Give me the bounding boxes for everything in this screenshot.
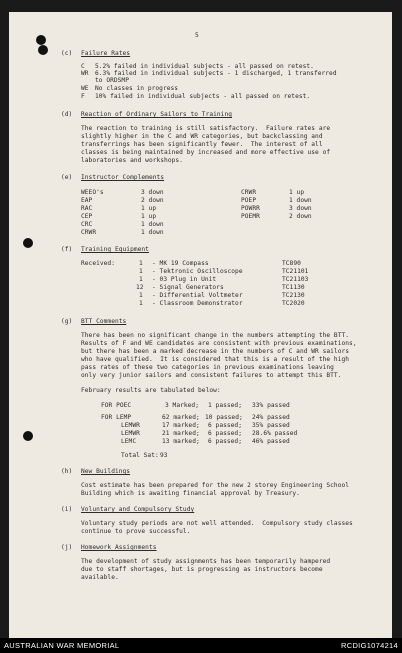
result-label: FOR POEC — [101, 402, 132, 409]
footer-record-id: RCDIG1074214 — [341, 641, 398, 650]
result-passed: 10 passed; — [205, 414, 243, 421]
equipment-name: - Tektronic Oscilloscope — [152, 268, 243, 275]
section-title: Reaction of Ordinary Sailors to Training — [81, 111, 233, 118]
section-title: Failure Rates — [81, 50, 131, 57]
equipment-name: - MK 19 Compass — [152, 260, 209, 267]
complement-rank: EAP — [81, 197, 93, 204]
complement-rank: POEP — [241, 197, 257, 204]
line-code: C — [81, 63, 85, 70]
equipment-code: TC2130 — [282, 292, 305, 299]
complement-rank: POWRR — [241, 205, 260, 212]
complement-rank: CRWR — [241, 189, 257, 196]
total-value: 93 — [160, 452, 168, 459]
complement-value: 1 up — [141, 213, 157, 220]
paragraph-line: continue to prove successful. — [81, 528, 191, 535]
complement-rank: CRWR — [81, 229, 97, 236]
result-passed: 6 passed; — [208, 422, 242, 429]
paragraph-line: Cost estimate has been prepared for the new 2 storey Engineering School — [81, 482, 350, 489]
section-label: (f) — [61, 246, 73, 253]
paragraph-line: classes is being maintained by increased and more effective use of — [81, 149, 331, 156]
punch-hole — [23, 431, 33, 441]
result-percent: 24% passed — [252, 414, 290, 421]
paragraph-line: There has been no significant change in the numbers attempting the BTT. — [81, 332, 350, 339]
archive-footer — [0, 638, 402, 653]
equipment-qty: 1 — [139, 276, 143, 283]
section-label: (i) — [61, 506, 73, 513]
complement-value: 3 down — [141, 189, 164, 196]
result-marked: 17 marked; — [162, 422, 200, 429]
result-passed: 6 passed; — [208, 430, 242, 437]
paragraph-line: Results of F and WE candidates are consistent with previous examinations, — [81, 340, 357, 347]
section-label: (h) — [61, 468, 73, 475]
section-label: (d) — [61, 111, 73, 118]
complement-rank: CEP — [81, 213, 93, 220]
paragraph-line: Voluntary study periods are not well attended. Compulsory study classes — [81, 520, 353, 527]
result-marked: 13 marked; — [162, 438, 200, 445]
section-label: (e) — [61, 174, 73, 181]
equipment-code: TC21103 — [282, 276, 309, 283]
received-label: Received: — [81, 260, 115, 267]
complement-rank: WEEO's — [81, 189, 104, 196]
paragraph-line: available. — [81, 574, 119, 581]
line-text: No classes in progress — [95, 85, 179, 92]
paragraph-line: laboratories and workshops. — [81, 157, 183, 164]
equipment-qty: 1 — [139, 300, 143, 307]
paragraph-line: Building which is awaiting financial approval by Treasury. — [81, 490, 300, 497]
footer-institution: AUSTRALIAN WAR MEMORIAL — [4, 641, 120, 650]
equipment-name: - 03 Plug in Unit — [152, 276, 217, 283]
line-text: 5.2% failed in individual subjects - all passed on retest. — [95, 63, 314, 70]
complement-value: 3 down — [289, 205, 312, 212]
complement-value: 1 up — [141, 205, 157, 212]
punch-hole — [38, 45, 48, 55]
result-marked: 21 marked; — [162, 430, 200, 437]
section-title: BTT Comments — [81, 318, 127, 325]
complement-value: 2 down — [141, 197, 164, 204]
result-marked: 3 Marked; — [165, 402, 199, 409]
equipment-name: - Classroom Demonstrator — [152, 300, 243, 307]
result-percent: 46% passed — [252, 438, 290, 445]
complement-value: 1 down — [141, 229, 164, 236]
equipment-qty: 1 — [139, 260, 143, 267]
result-percent: 35% passed — [252, 422, 290, 429]
complement-rank: POEMR — [241, 213, 260, 220]
complement-value: 2 down — [289, 213, 312, 220]
equipment-name: - Differential Voltmeter — [152, 292, 243, 299]
equipment-qty: 1 — [139, 268, 143, 275]
paragraph-line: transferrings has been significantly fewer. The interest of all — [81, 141, 323, 148]
line-text: to ORDSMP — [95, 77, 129, 84]
equipment-code: TC2020 — [282, 300, 305, 307]
paragraph-line: only very junior sailors and consistent failures to attempt this BTT. — [81, 372, 342, 379]
result-marked: 62 marked; — [162, 414, 200, 421]
line-text: 6.3% failed in individual subjects - 1 discharged, 1 transferred — [95, 70, 337, 77]
section-label: (g) — [61, 318, 73, 325]
punch-hole — [23, 238, 33, 248]
total-label: Total Sat: — [121, 452, 159, 459]
equipment-qty: 1 — [139, 292, 143, 299]
complement-value: 1 down — [289, 197, 312, 204]
line-code: F — [81, 93, 85, 100]
result-percent: 28.6% passed — [252, 430, 298, 437]
equipment-qty: 12 — [136, 284, 144, 291]
paragraph-line: pass rates of these two categories in previous examinations leaving — [81, 364, 334, 371]
page-number: 5 — [195, 32, 199, 39]
paragraph-line: but there has been a marked decrease in the numbers of C and WR sailors — [81, 348, 350, 355]
paragraph-line: due to staff shortages, but is progressing as instructors become — [81, 566, 323, 573]
section-title: Homework Assignments — [81, 544, 157, 551]
line-code: WR — [81, 70, 89, 77]
results-intro: February results are tabulated below: — [81, 387, 221, 394]
complement-value: 1 down — [141, 221, 164, 228]
equipment-name: - Signal Generators — [152, 284, 224, 291]
section-title: Training Equipment — [81, 246, 149, 253]
result-label: LEMWR — [121, 430, 140, 437]
section-title: Voluntary and Compulsory Study — [81, 506, 195, 513]
section-title: New Buildings — [81, 468, 131, 475]
complement-value: 1 up — [289, 189, 305, 196]
equipment-code: TC890 — [282, 260, 301, 267]
punch-hole — [36, 35, 46, 45]
complement-rank: CRC — [81, 221, 93, 228]
document-page — [9, 12, 392, 638]
paragraph-line: The reaction to training is still satisfactory. Failure rates are — [81, 125, 331, 132]
result-label: LEMC — [121, 438, 137, 445]
line-code: WE — [81, 85, 89, 92]
complement-rank: RAC — [81, 205, 93, 212]
paragraph-line: slightly higher in the C and WR categories, but backclassing and — [81, 133, 323, 140]
paragraph-line: who have qualified. It is considered that this is a result of the high — [81, 356, 350, 363]
section-title: Instructor Complements — [81, 174, 165, 181]
result-passed: 6 passed; — [208, 438, 242, 445]
line-text: 10% failed in individual subjects - all passed on retest. — [95, 93, 311, 100]
result-label: FOR LEMP — [101, 414, 132, 421]
result-label: LEMWR — [121, 422, 140, 429]
result-percent: 33% passed — [252, 402, 290, 409]
result-passed: 1 passed; — [208, 402, 242, 409]
section-label: (c) — [61, 50, 73, 57]
equipment-code: TC1130 — [282, 284, 305, 291]
section-label: (j) — [61, 544, 73, 551]
paragraph-line: The development of study assignments has been temporarily hampered — [81, 558, 331, 565]
equipment-code: TC21101 — [282, 268, 309, 275]
